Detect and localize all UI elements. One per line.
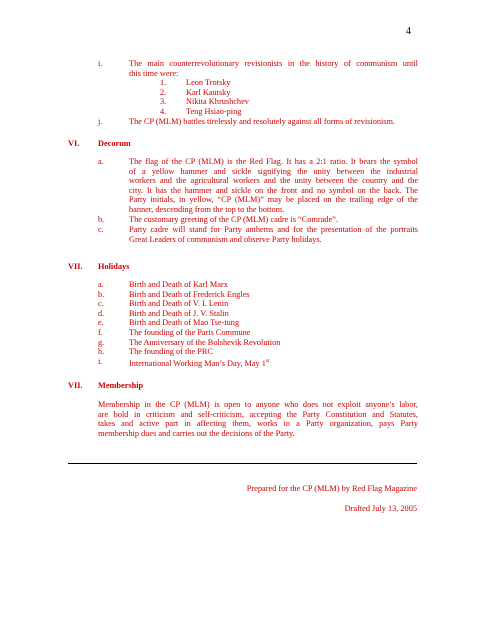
section-numeral: VII. <box>68 262 83 271</box>
item-text-line: Party initials, in yellow, “CP (MLM)” may be placed on the trailing edge of the <box>129 195 418 205</box>
prepared-by: Prepared for the CP (MLM) by Red Flag Magazine <box>246 484 417 493</box>
item-text-line: The main counterrevolutionary revisionists in the history of communism until <box>129 59 418 68</box>
item-label: c. <box>98 225 104 234</box>
section-numeral: VII. <box>68 381 83 390</box>
document-page: 4 i. The main counterrevolutionary revisionists in the history of communism until this time were: 1. Leon Trotsky 2. Karl Kautsky 3. Nikita Khrushchev 4. Teng Hsiao-ping j. The CP (MLM) battles tirelessly and resolutely against all forms of revisionism. VI. Decorum a. The flag of the CP (MLM) is the Red Flag. It has a 2:1 ratio. It bears the symbol of a yellow hammer and sickle signifying the unity between the industrial workers and the agricultural workers and the unity between the country and the city. It has the hammer and sickle on the front and no symbol on the back. The Party initials, in yellow, “CP (MLM)” may be placed on the trailing edge of the banner, descending from the top to the bottom. b. The customary greeting of the CP (MLM) cadre is “Comrade”. c. Party cadre will stand for Party anthems and for the presentation of the portraits Great Leaders of communism and observe Party holidays. VII. Holidays a. Birth and Death of Karl Marx b. Birth and Death of Frederick Engles c. Birth and Death of V. I. Lenin d. Birth and Death of J. V. Stalin e. Birth and Death of Mao Tse-tung f. The founding of the Paris Commune g. The Anniversary of the Bolshevik Revolution h. The founding of the PRC i. International Working Man’s Day, May 1st VII. Membership Membership in the CP (MLM) is open to anyone who does not exploit anyone’s labor, are bold in criticism and self-criticism, accepting the Party Constitution and Statutes, takes and active part in affecting them, works in a Party organization, pays Party membership dues and carries out the decisions of the Party. Prepared for the CP (MLM) by Red Flag Magazine Drafted July 13, 2005 <box>68 26 418 513</box>
horizontal-rule <box>68 463 417 464</box>
item-text-line: this time were: <box>129 68 179 78</box>
drafted-date: Drafted July 13, 2005 <box>344 504 417 513</box>
section-title: Holidays <box>98 262 130 271</box>
superscript: st <box>265 357 270 364</box>
paragraph-line: are bold in criticism and self-criticism, accepting the Party Constitution and Statutes, <box>98 409 418 419</box>
item-text-line: banner, descending from the top to the bottom. <box>129 204 285 214</box>
item-text: The CP (MLM) battles tirelessly and resolutely against all forms of revisionism. <box>129 117 396 126</box>
item-label: j. <box>98 117 103 126</box>
membership-paragraph <box>98 400 418 438</box>
item-text-line: Party cadre will stand for Party anthems and for the presentation of the portraits <box>129 225 418 234</box>
section-title: Membership <box>98 381 144 390</box>
item-text-line: Great Leaders of communism and observe Party holidays. <box>129 234 322 244</box>
item-text-line: workers and the agricultural workers and the unity between the country and the <box>129 176 418 186</box>
paragraph-line: takes and active part in affecting them, works in a Party organization, pays Party <box>98 419 418 429</box>
item-label: b. <box>98 215 105 224</box>
section-title: Decorum <box>98 139 131 148</box>
paragraph-line: Membership in the CP (MLM) is open to anyone who does not exploit anyone’s labor, <box>98 400 418 409</box>
item-text-line: of a yellow hammer and sickle signifying the unity between the industrial <box>129 166 418 176</box>
paragraph-line: membership dues and carries out the decisions of the Party. <box>98 428 295 438</box>
item-label: i. <box>98 59 103 68</box>
section-numeral: VI. <box>68 139 80 148</box>
item-label: a. <box>98 157 104 166</box>
page-number: 4 <box>406 26 411 37</box>
item-text-line: city. It has the hammer and sickle on the front and no symbol on the back. The <box>129 185 418 195</box>
item-text: The customary greeting of the CP (MLM) cadre is “Comrade”. <box>129 215 338 224</box>
item-text-line: The flag of the CP (MLM) is the Red Flag. It has a 2:1 ratio. It bears the symbol <box>129 157 418 166</box>
